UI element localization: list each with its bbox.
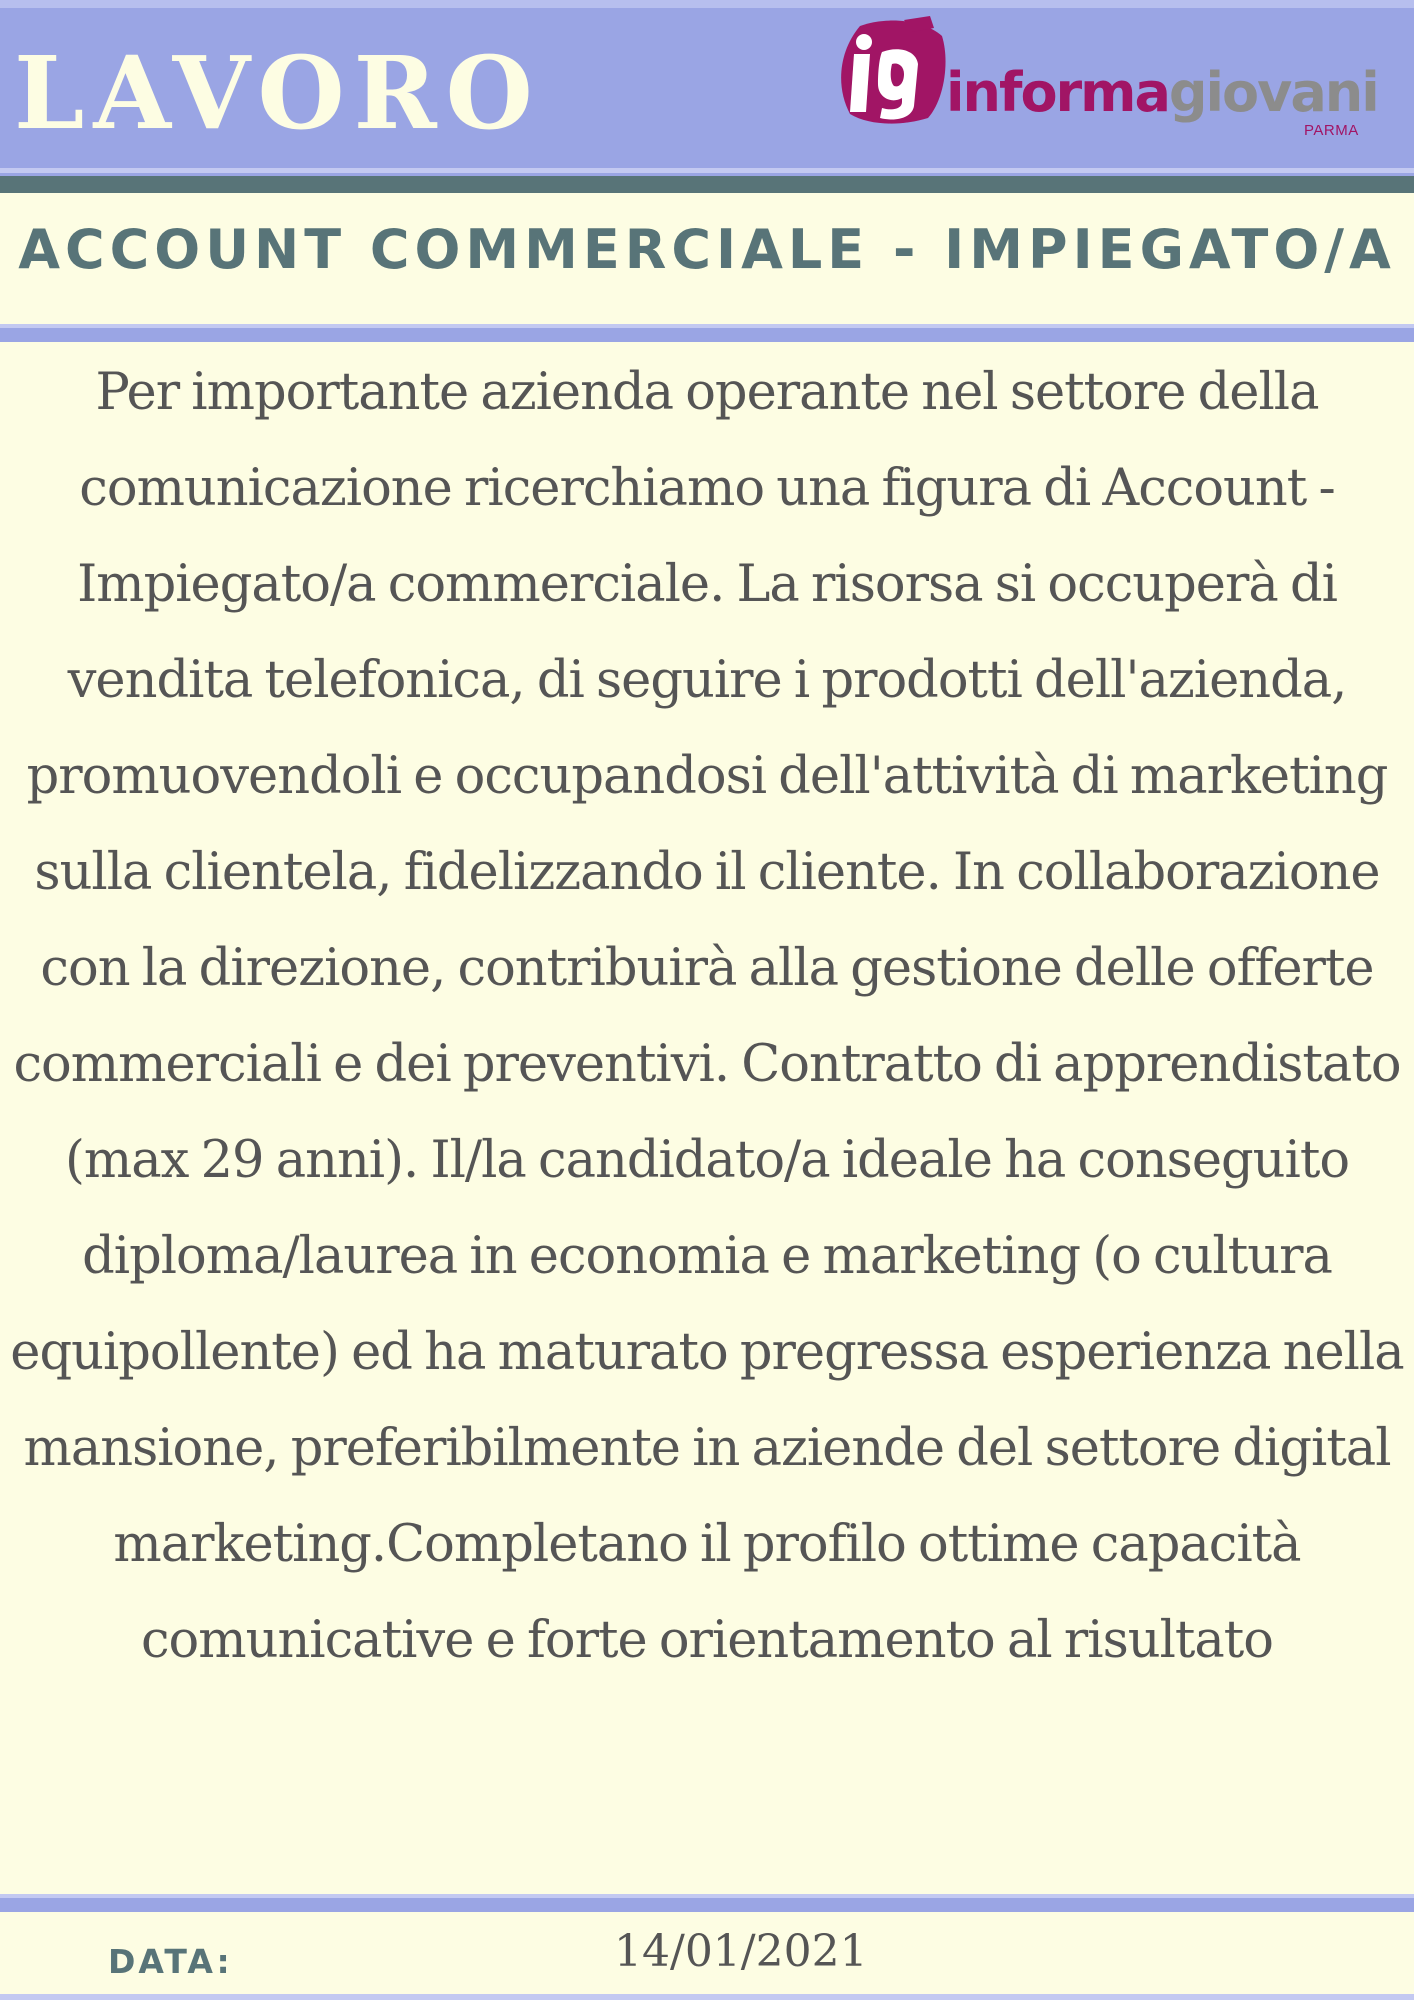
- date-value: 14/01/2021: [614, 1926, 868, 1977]
- logo-word-secondary: giovani: [1168, 61, 1378, 124]
- header-banner: [0, 0, 1414, 193]
- footer-divider: [0, 1898, 1414, 1912]
- informagiovani-logo: [832, 14, 1378, 144]
- logo-wordmark: [946, 61, 1378, 124]
- bottom-line: [0, 1994, 1414, 2000]
- logo-city: PARMA: [1304, 122, 1359, 139]
- logo-word-primary: informa: [946, 61, 1169, 124]
- header-top-line: [0, 0, 1414, 8]
- logo-mark-icon: [832, 14, 950, 132]
- job-description: Per importante azienda operante nel settore della comunicazione ricerchiamo una figura di Account - Impiegato/a commerciale. La risorsa si occuperà di vendita telefonica, di seguire i prodotti dell'azienda, promuovendoli e occupandosi dell'attività di marketing sulla clientela, fidelizzando il cliente. In collaborazione con la direzione, contribuirà alla gestione delle offerte commerciali e dei preventivi. Contratto di apprendistato (max 29 anni). Il/la candidato/a ideale ha conseguito diploma/laurea in economia e marketing (o cultura equipollente) ed ha maturato pregressa esperienza nella mansione, preferibilmente in aziende del settore digital marketing.Completano il profilo ottime capacità comunicative e forte orientamento al risultato: [10, 363, 1404, 1670]
- header-divider-bar: [0, 176, 1414, 193]
- date-label: DATA:: [108, 1942, 233, 1981]
- section-title: LAVORO: [14, 34, 542, 152]
- job-title: ACCOUNT COMMERCIALE - IMPIEGATO/A: [18, 218, 1396, 281]
- title-divider: [0, 328, 1414, 342]
- header-bottom-line: [0, 168, 1414, 173]
